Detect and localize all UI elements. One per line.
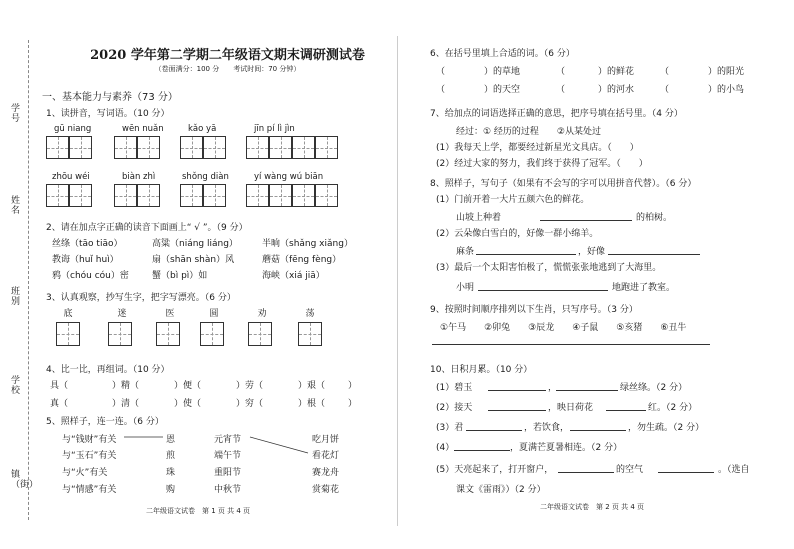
q10-line2-mid: ，映日荷花 xyxy=(548,403,594,413)
q10-blank-2[interactable] xyxy=(556,390,618,391)
q2-item-7[interactable]: 鸦（chóu cóu）密 xyxy=(52,271,129,281)
q10-line1-mid: ， xyxy=(548,383,558,393)
q2-item-2[interactable]: 高粱（niáng liáng） xyxy=(152,239,238,249)
q6-label-4: ）的天空 xyxy=(484,85,521,95)
q5-left-4[interactable]: 与“情感”有关 xyxy=(62,485,117,495)
q10-line2-end: 红。（2 分） xyxy=(648,403,698,413)
q10-blank-3[interactable] xyxy=(488,410,546,411)
q10-blank-1[interactable] xyxy=(488,390,546,391)
q6-blank-4[interactable]: （ xyxy=(436,85,446,95)
q10-blank-7[interactable] xyxy=(454,450,510,451)
q4-blank[interactable]: 具（ xyxy=(50,381,69,391)
q10-line5-end: 。（选自 xyxy=(718,465,750,475)
q8-prompt-3-end: 地跑进了教室。 xyxy=(612,283,676,293)
q10-blank-9[interactable] xyxy=(658,472,714,473)
example-link-line xyxy=(250,437,308,453)
q6-label-6: ）的小鸟 xyxy=(708,85,745,95)
part1-heading: 一、基本能力与素养（73 分） xyxy=(42,92,178,103)
q4-blank[interactable]: ）清（ xyxy=(112,399,140,409)
q3-char-6: 荡 xyxy=(305,309,315,319)
q9-items: ①午马 ②卯兔 ③辰龙 ④子鼠 ⑤亥猪 ⑥丑牛 xyxy=(440,323,687,333)
q7-sentence-2[interactable]: (2）经过大家的努力，我们终于获得了冠军。（ ） xyxy=(436,159,648,169)
q10-blank-6[interactable] xyxy=(570,430,626,431)
q8-prompt-1: 山坡上种着 xyxy=(456,213,502,223)
q10-line3-mid: ，若饮食， xyxy=(524,423,570,433)
q10-blank-8[interactable] xyxy=(558,472,614,473)
q3-char-1: 底 xyxy=(63,309,73,319)
exam-title: 2020 学年第二学期二年级语文期末调研测试卷 xyxy=(90,48,365,63)
q3-char-2: 迷 xyxy=(117,309,127,319)
q2-item-5[interactable]: 扇（shān shàn）风 xyxy=(152,255,235,265)
q5-char-4[interactable]: 购 xyxy=(166,485,176,495)
q10-line2-start: (2）接天 xyxy=(436,403,473,413)
q8-answer-line-2b[interactable] xyxy=(608,254,700,255)
town-label: 镇（街） xyxy=(11,470,39,490)
name-label: 姓名 xyxy=(11,196,21,216)
q10-line4-end: ，夏满芒夏暑相连。（2 分） xyxy=(510,443,623,453)
q1-pinyin-4: jīn pí lì jìn xyxy=(254,124,295,134)
q10-line5-source: 课文《雷雨》）（2 分） xyxy=(456,485,546,495)
q6-blank-6[interactable]: （ xyxy=(660,85,670,95)
q2-item-3[interactable]: 半晌（shǎng xiǎng） xyxy=(262,239,353,249)
q8-prompt-3: 小明 xyxy=(456,283,475,293)
q5-left-2[interactable]: 与“玉石”有关 xyxy=(62,451,117,461)
q6-blank-5[interactable]: （ xyxy=(556,85,566,95)
q6-label-2: ）的鲜花 xyxy=(598,67,635,77)
q8-prompt-2: 麻条 xyxy=(456,247,475,257)
q5-left-1[interactable]: 与“钱财”有关 xyxy=(62,435,117,445)
student-number-label: 学号 xyxy=(11,104,21,124)
q4-title: 4、比一比，再组词。（10 分） xyxy=(46,365,170,375)
q4-blank[interactable]: ）根（ xyxy=(298,399,326,409)
q5-activity-3[interactable]: 赛龙舟 xyxy=(312,468,340,478)
q5-festival-4[interactable]: 中秋节 xyxy=(214,485,242,495)
q10-blank-4[interactable] xyxy=(606,410,646,411)
q3-char-3: 医 xyxy=(165,309,175,319)
q6-blank-3[interactable]: （ xyxy=(660,67,670,77)
q2-item-4[interactable]: 教诲（huǐ huì） xyxy=(52,255,119,265)
q4-blank[interactable]: ）艰（ xyxy=(298,381,326,391)
q2-item-6[interactable]: 蘑菇（fēng fèng） xyxy=(262,255,342,265)
q5-activity-4[interactable]: 赏菊花 xyxy=(312,485,340,495)
q8-answer-line-1[interactable] xyxy=(540,220,632,221)
q3-char-4: 圆 xyxy=(209,309,219,319)
exam-subtitle: （卷面满分：100 分 考试时间：70 分钟） xyxy=(154,65,301,73)
page2-footer: 二年级语文试卷 第 2 页 共 4 页 xyxy=(540,503,645,511)
q2-item-8[interactable]: 蟹（bì pì）如 xyxy=(152,271,208,281)
q8-example-3: (3）最后一个太阳害怕极了，慌慌张张地逃到了大海里。 xyxy=(436,263,662,273)
q5-char-3[interactable]: 珠 xyxy=(166,468,176,478)
school-label: 学校 xyxy=(11,376,21,396)
page1-footer: 二年级语文试卷 第 1 页 共 4 页 xyxy=(146,507,251,515)
q2-item-1[interactable]: 丝绦（tāo tiāo） xyxy=(52,239,123,249)
q5-left-3[interactable]: 与“火”有关 xyxy=(62,468,108,478)
q10-line5-mid: 的空气 xyxy=(616,465,644,475)
q5-festival-3[interactable]: 重阳节 xyxy=(214,468,242,478)
q8-title: 8、照样子，写句子（如果有不会写的字可以用拼音代替）。（6 分） xyxy=(430,179,697,189)
class-label: 班别 xyxy=(11,287,21,307)
q5-festival-1[interactable]: 元宵节 xyxy=(214,435,242,445)
q4-blank[interactable]: ） xyxy=(348,399,358,409)
q1-pinyin-6: biàn zhì xyxy=(122,172,156,182)
q5-char-1[interactable]: 恩 xyxy=(166,435,176,445)
q4-blank[interactable]: ）便（ xyxy=(174,381,202,391)
q4-blank[interactable]: ）使（ xyxy=(174,399,202,409)
q4-blank[interactable]: ）穷（ xyxy=(236,399,264,409)
q8-example-2: (2）云朵像白雪白的，好像一群小绵羊。 xyxy=(436,229,599,239)
q7-title: 7、给加点的词语选择正确的意思，把序号填在括号里。（4 分） xyxy=(430,109,683,119)
q6-label-1: ）的草地 xyxy=(484,67,521,77)
q10-line3-end: ，勿生疏。（2 分） xyxy=(628,423,705,433)
q3-char-5: 劝 xyxy=(257,309,267,319)
q1-title: 1、读拼音，写词语。（10 分） xyxy=(46,109,170,119)
q7-options: 经过：① 经历的过程 ②从某处过 xyxy=(456,127,601,137)
q10-line4-start: (4） xyxy=(436,443,455,453)
q8-example-1: (1）门前开着一大片五颜六色的鲜花。 xyxy=(436,195,590,205)
q4-blank[interactable]: ）精（ xyxy=(112,381,140,391)
q4-blank[interactable]: ）劳（ xyxy=(236,381,264,391)
q10-line5-start: (5）天亮起来了，打开窗户， xyxy=(436,465,554,475)
q2-item-9[interactable]: 海峡（xiá jiā） xyxy=(262,271,325,281)
q7-sentence-1[interactable]: (1）我每天上学，都要经过新星光文具店。（ ） xyxy=(436,143,639,153)
q1-pinyin-5: zhōu wéi xyxy=(52,172,90,182)
q8-prompt-2-mid: ，好像 xyxy=(578,247,606,257)
q8-prompt-1-end: 的柏树。 xyxy=(636,213,673,223)
q5-festival-2[interactable]: 端午节 xyxy=(214,451,242,461)
q4-blank[interactable]: 真（ xyxy=(50,399,69,409)
q6-label-3: ）的阳光 xyxy=(708,67,745,77)
q1-pinyin-1: gū niang xyxy=(54,124,92,134)
q1-pinyin-2: wēn nuǎn xyxy=(122,124,164,134)
q5-activity-2[interactable]: 看花灯 xyxy=(312,451,340,461)
q10-blank-5[interactable] xyxy=(466,430,522,431)
q1-pinyin-3: kǎo yā xyxy=(188,124,217,134)
q1-pinyin-8: yí wàng wú biān xyxy=(254,172,324,182)
q9-title: 9、按照时间顺序排列以下生肖，只写序号。（3 分） xyxy=(430,305,638,315)
q1-pinyin-7: shǒng diàn xyxy=(182,172,229,182)
q5-char-2[interactable]: 煎 xyxy=(166,451,176,461)
q4-blank[interactable]: ） xyxy=(348,381,358,391)
q6-blank-1[interactable]: （ xyxy=(436,67,446,77)
q10-line3-start: (3）君 xyxy=(436,423,464,433)
q8-answer-line-2a[interactable] xyxy=(476,254,576,255)
q5-activity-1[interactable]: 吃月饼 xyxy=(312,435,340,445)
q6-label-5: ）的河水 xyxy=(598,85,635,95)
q10-line1-start: (1）碧玉 xyxy=(436,383,473,393)
q5-title: 5、照样子，连一连。（6 分） xyxy=(46,417,164,427)
q2-title: 2、请在加点字正确的读音下面画上“ √ ”。（9 分） xyxy=(46,223,248,233)
q9-answer-line[interactable] xyxy=(432,344,710,345)
q6-blank-2[interactable]: （ xyxy=(556,67,566,77)
q3-title: 3、认真观察，抄写生字，把字写漂亮。（6 分） xyxy=(46,293,236,303)
q10-title: 10、日积月累。（10 分） xyxy=(430,365,533,375)
q6-title: 6、在括号里填上合适的词。（6 分） xyxy=(430,49,575,59)
q10-line1-end: 绿丝绦。（2 分） xyxy=(620,383,688,393)
q8-answer-line-3[interactable] xyxy=(478,290,608,291)
